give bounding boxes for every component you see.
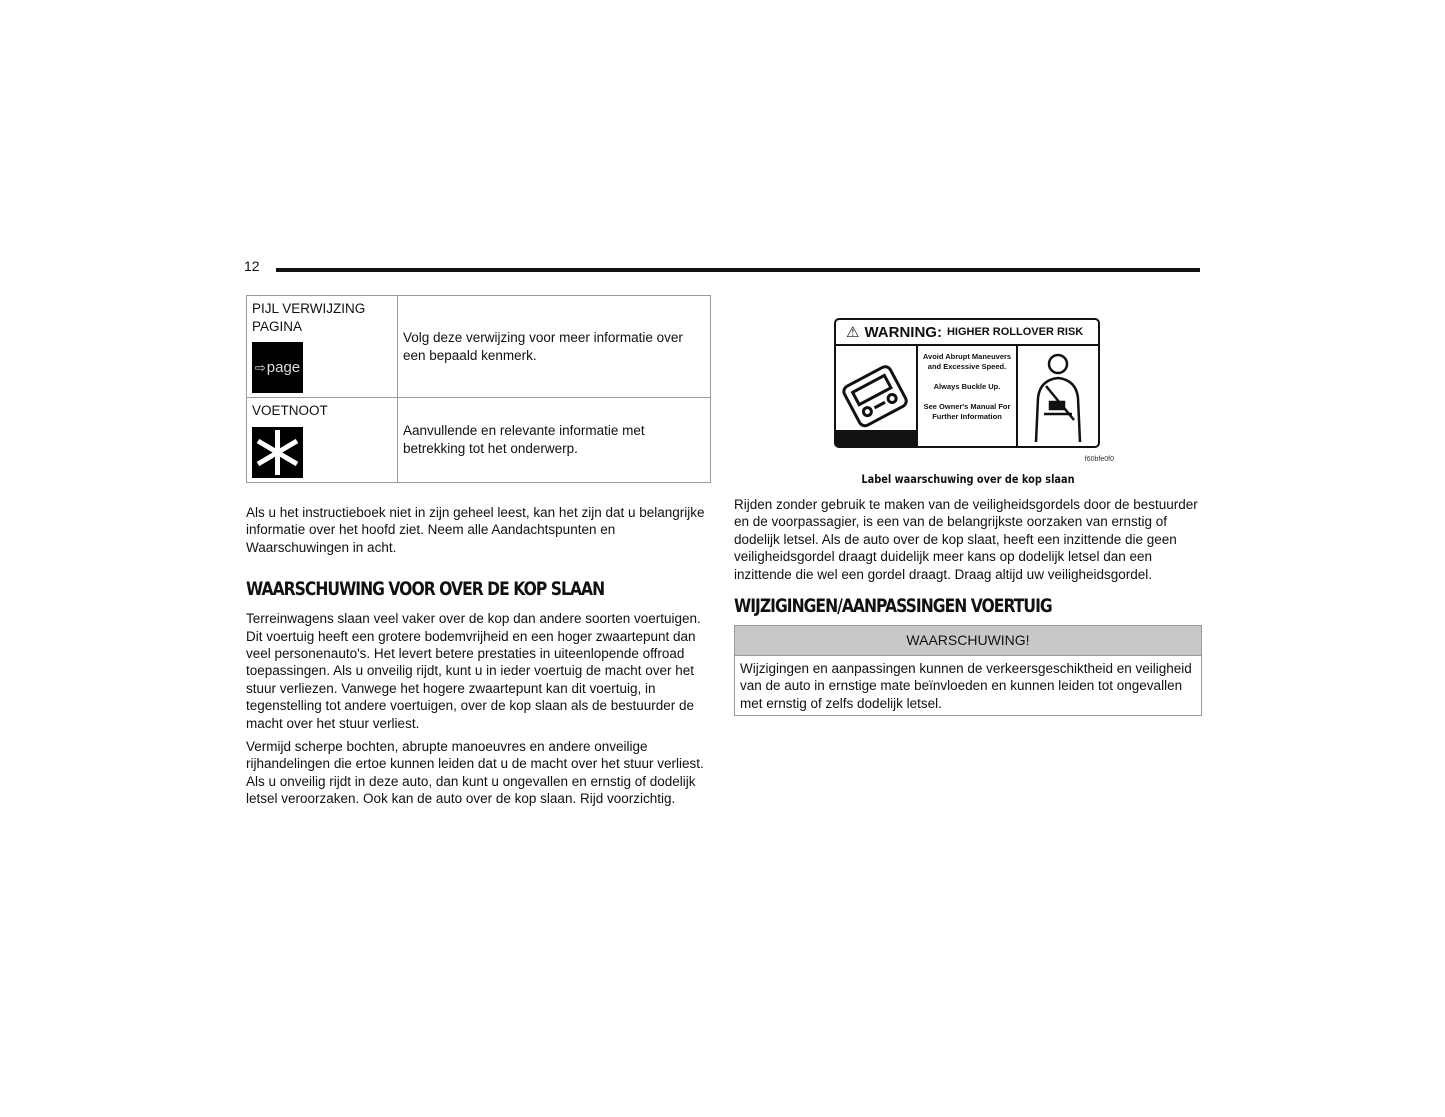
warning-label-card [834, 318, 1100, 448]
figure-caption: Label waarschuwing over de kop slaan [861, 472, 1075, 486]
warning-subject: HIGHER ROLLOVER RISK [946, 326, 1084, 338]
table-row [247, 398, 711, 483]
rollover-paragraph-1: Terreinwagens slaan veel vaker over de kop dan andere soorten voertuigen. Dit voertuig heeft een grotere bodemvrijheid en een hoger zwaartepunt dan veel personenauto's. Het levert betere prestaties in uiteenlopende offroad toepassingen. Als u onveilig rijdt, kunt u in ieder voertuig de macht over het stuur verliezen. Vanwege het hogere zwaartepunt kan dit voertuig, in tegenstelling tot andere voertuigen, over de kop slaan als de bestuurder de macht over het stuur verliest. [246, 611, 701, 731]
warning-box [734, 625, 1202, 716]
figure-code: f60bfe0f0 [1084, 456, 1114, 463]
header-rule [276, 268, 1200, 272]
tipping-vehicle-icon [836, 346, 918, 446]
left-column [246, 295, 711, 808]
instruction-line-3: See Owner's Manual For Further Information [923, 402, 1011, 421]
warning-box-body: Wijzigingen en aanpassingen kunnen de verkeersgeschiktheid en veiligheid van de auto in ernstige mate beïnvloeden en kunnen leiden tot ongevallen met ernstig of zelfs dodelijk letsel. [740, 661, 1192, 711]
warning-triangle-icon: ⚠ [846, 323, 860, 341]
term-cell [247, 296, 398, 398]
symbols-table [246, 295, 711, 483]
warning-box-heading: WAARSCHUWING! [735, 626, 1201, 656]
seatbelt-paragraph: Rijden zonder gebruik te maken van de veiligheidsgordels door de bestuurder en de voorpassagier, is een van de belangrijkste oorzaken van ernstig of dodelijk letsel. Als de auto over de kop slaat, heeft een inzittende die geen veiligheidsgordel draagt duidelijk meer kans op dodelijk letsel dan een inzittende die wel een gordel draagt. Draag altijd uw veiligheidsgordel. [734, 497, 1198, 582]
term-cell [247, 398, 398, 483]
modifications-section-title: WIJZIGINGEN/AANPASSINGEN VOERTUIG [734, 595, 1052, 618]
warning-word: WARNING: [864, 323, 942, 341]
right-column [734, 292, 1202, 716]
page-arrow-icon: ⇨ page [252, 342, 303, 393]
term-label: PIJL VERWIJZING PAGINA [252, 301, 366, 334]
page-number: 12 [244, 258, 260, 274]
warning-label-instructions [918, 346, 1018, 446]
description-cell: Volg deze verwijzing voor meer informatie over een bepaald kenmerk. [398, 296, 711, 398]
page-icon-text: page [266, 358, 301, 376]
intro-paragraph: Als u het instructieboek niet in zijn geheel leest, kan het zijn dat u belangrijke informatie over het hoofd ziet. Neem alle Aandachtspunten en Waarschuwingen in acht. [246, 505, 705, 555]
warning-label-header [836, 320, 1098, 346]
term-label: VOETNOOT [252, 403, 328, 418]
rollover-paragraph-2: Vermijd scherpe bochten, abrupte manoeuvres en andere onveilige rijhandelingen die ertoe kunnen leiden dat u de macht over het stuur verliest. Als u onveilig rijdt in deze auto, dan kunt u ongevallen en ernstig of dodelijk letsel veroorzaken. Ook kan de auto over de kop slaan. Rijd voorzichtig. [246, 739, 704, 807]
description-cell: Aanvullende en relevante informatie met betrekking tot het onderwerp. [398, 398, 711, 483]
rollover-section-title: WAARSCHUWING VOOR OVER DE KOP SLAAN [246, 578, 605, 601]
rollover-warning-label-figure [816, 292, 1116, 468]
table-row [247, 296, 711, 398]
footnote-asterisk-icon [252, 427, 303, 478]
instruction-line-2: Always Buckle Up. [933, 382, 1001, 391]
seatbelt-person-icon [1018, 346, 1098, 446]
instruction-line-1: Avoid Abrupt Maneuvers and Excessive Speed. [922, 352, 1012, 371]
